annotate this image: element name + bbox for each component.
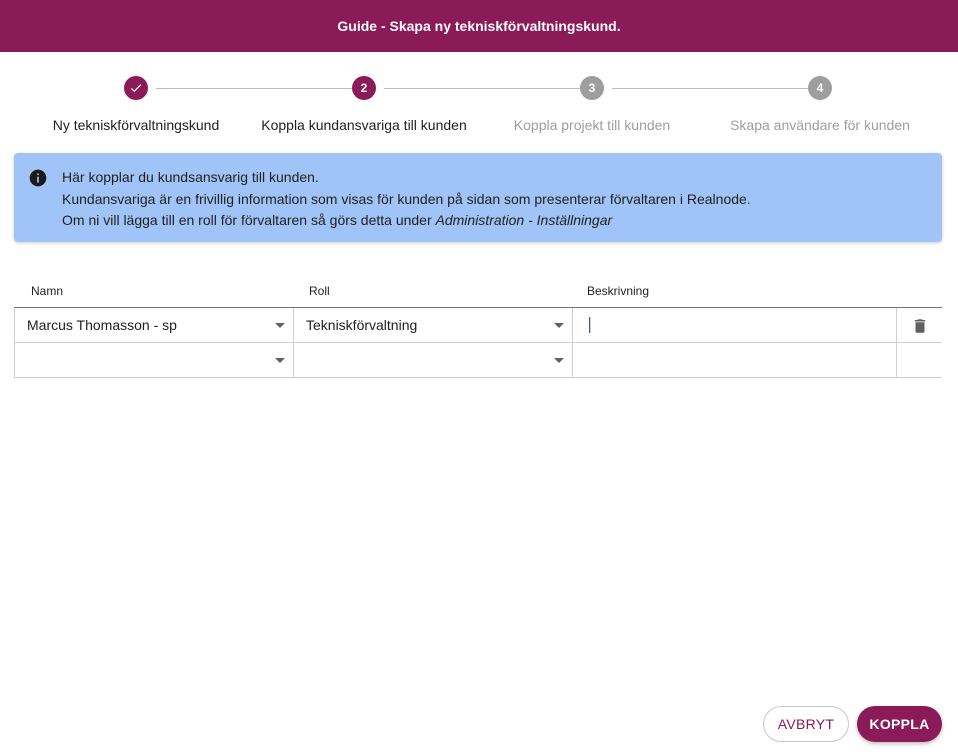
info-line: Här kopplar du kundsansvarig till kunden. <box>62 169 319 185</box>
caret-down-icon <box>554 358 564 363</box>
dialog-title: Guide - Skapa ny tekniskförvaltningskund. <box>337 18 621 34</box>
dialog-title-bar <box>0 0 958 52</box>
step-3 <box>478 75 706 133</box>
column-header-beskrivning: Beskrivning <box>587 284 650 298</box>
step-2 <box>250 75 478 133</box>
table-row <box>14 343 942 378</box>
stepper <box>0 75 958 145</box>
step-label: Skapa användare för kunden <box>730 117 910 133</box>
cancel-button[interactable]: AVBRYT <box>763 706 849 742</box>
column-header-roll: Roll <box>309 284 330 298</box>
responsible-grid <box>14 278 942 378</box>
step-label: Koppla projekt till kunden <box>513 117 671 133</box>
connect-button[interactable]: KOPPLA <box>857 706 942 742</box>
description-input[interactable] <box>572 308 896 342</box>
column-header-namn: Namn <box>31 284 64 298</box>
role-select[interactable]: Tekniskförvaltning <box>293 308 572 342</box>
settings-path: Administration - Inställningar <box>435 212 613 228</box>
description-input[interactable] <box>572 343 896 377</box>
step-label: Koppla kundansvariga till kunden <box>261 117 467 133</box>
step-number: 3 <box>580 76 604 100</box>
caret-down-icon <box>275 358 285 363</box>
info-line: Kundansvariga är en frivillig information som visas för kunden på sidan som presenterar förvaltaren i Realnode. <box>62 190 751 207</box>
name-select[interactable] <box>14 343 293 377</box>
name-select[interactable]: Marcus Thomasson - sp <box>14 308 293 342</box>
step-number: 2 <box>352 76 376 100</box>
caret-down-icon <box>554 323 564 328</box>
step-label: Ny tekniskförvaltningskund <box>52 117 220 133</box>
caret-down-icon <box>275 323 285 328</box>
info-icon <box>28 168 48 188</box>
trash-icon[interactable] <box>911 316 929 336</box>
table-row <box>14 308 942 343</box>
info-alert <box>14 153 942 242</box>
step-4 <box>706 75 934 133</box>
delete-cell <box>896 343 942 377</box>
delete-cell <box>896 308 942 342</box>
info-text <box>62 167 751 232</box>
check-icon <box>124 76 148 100</box>
info-line: Om ni vill lägga till en roll för förvaltaren så görs detta under Administration - Inställningar <box>62 212 613 228</box>
role-select[interactable] <box>293 343 572 377</box>
step-number: 4 <box>808 76 832 100</box>
step-1 <box>22 75 250 133</box>
grid-header <box>14 278 942 308</box>
text-cursor <box>589 317 591 333</box>
